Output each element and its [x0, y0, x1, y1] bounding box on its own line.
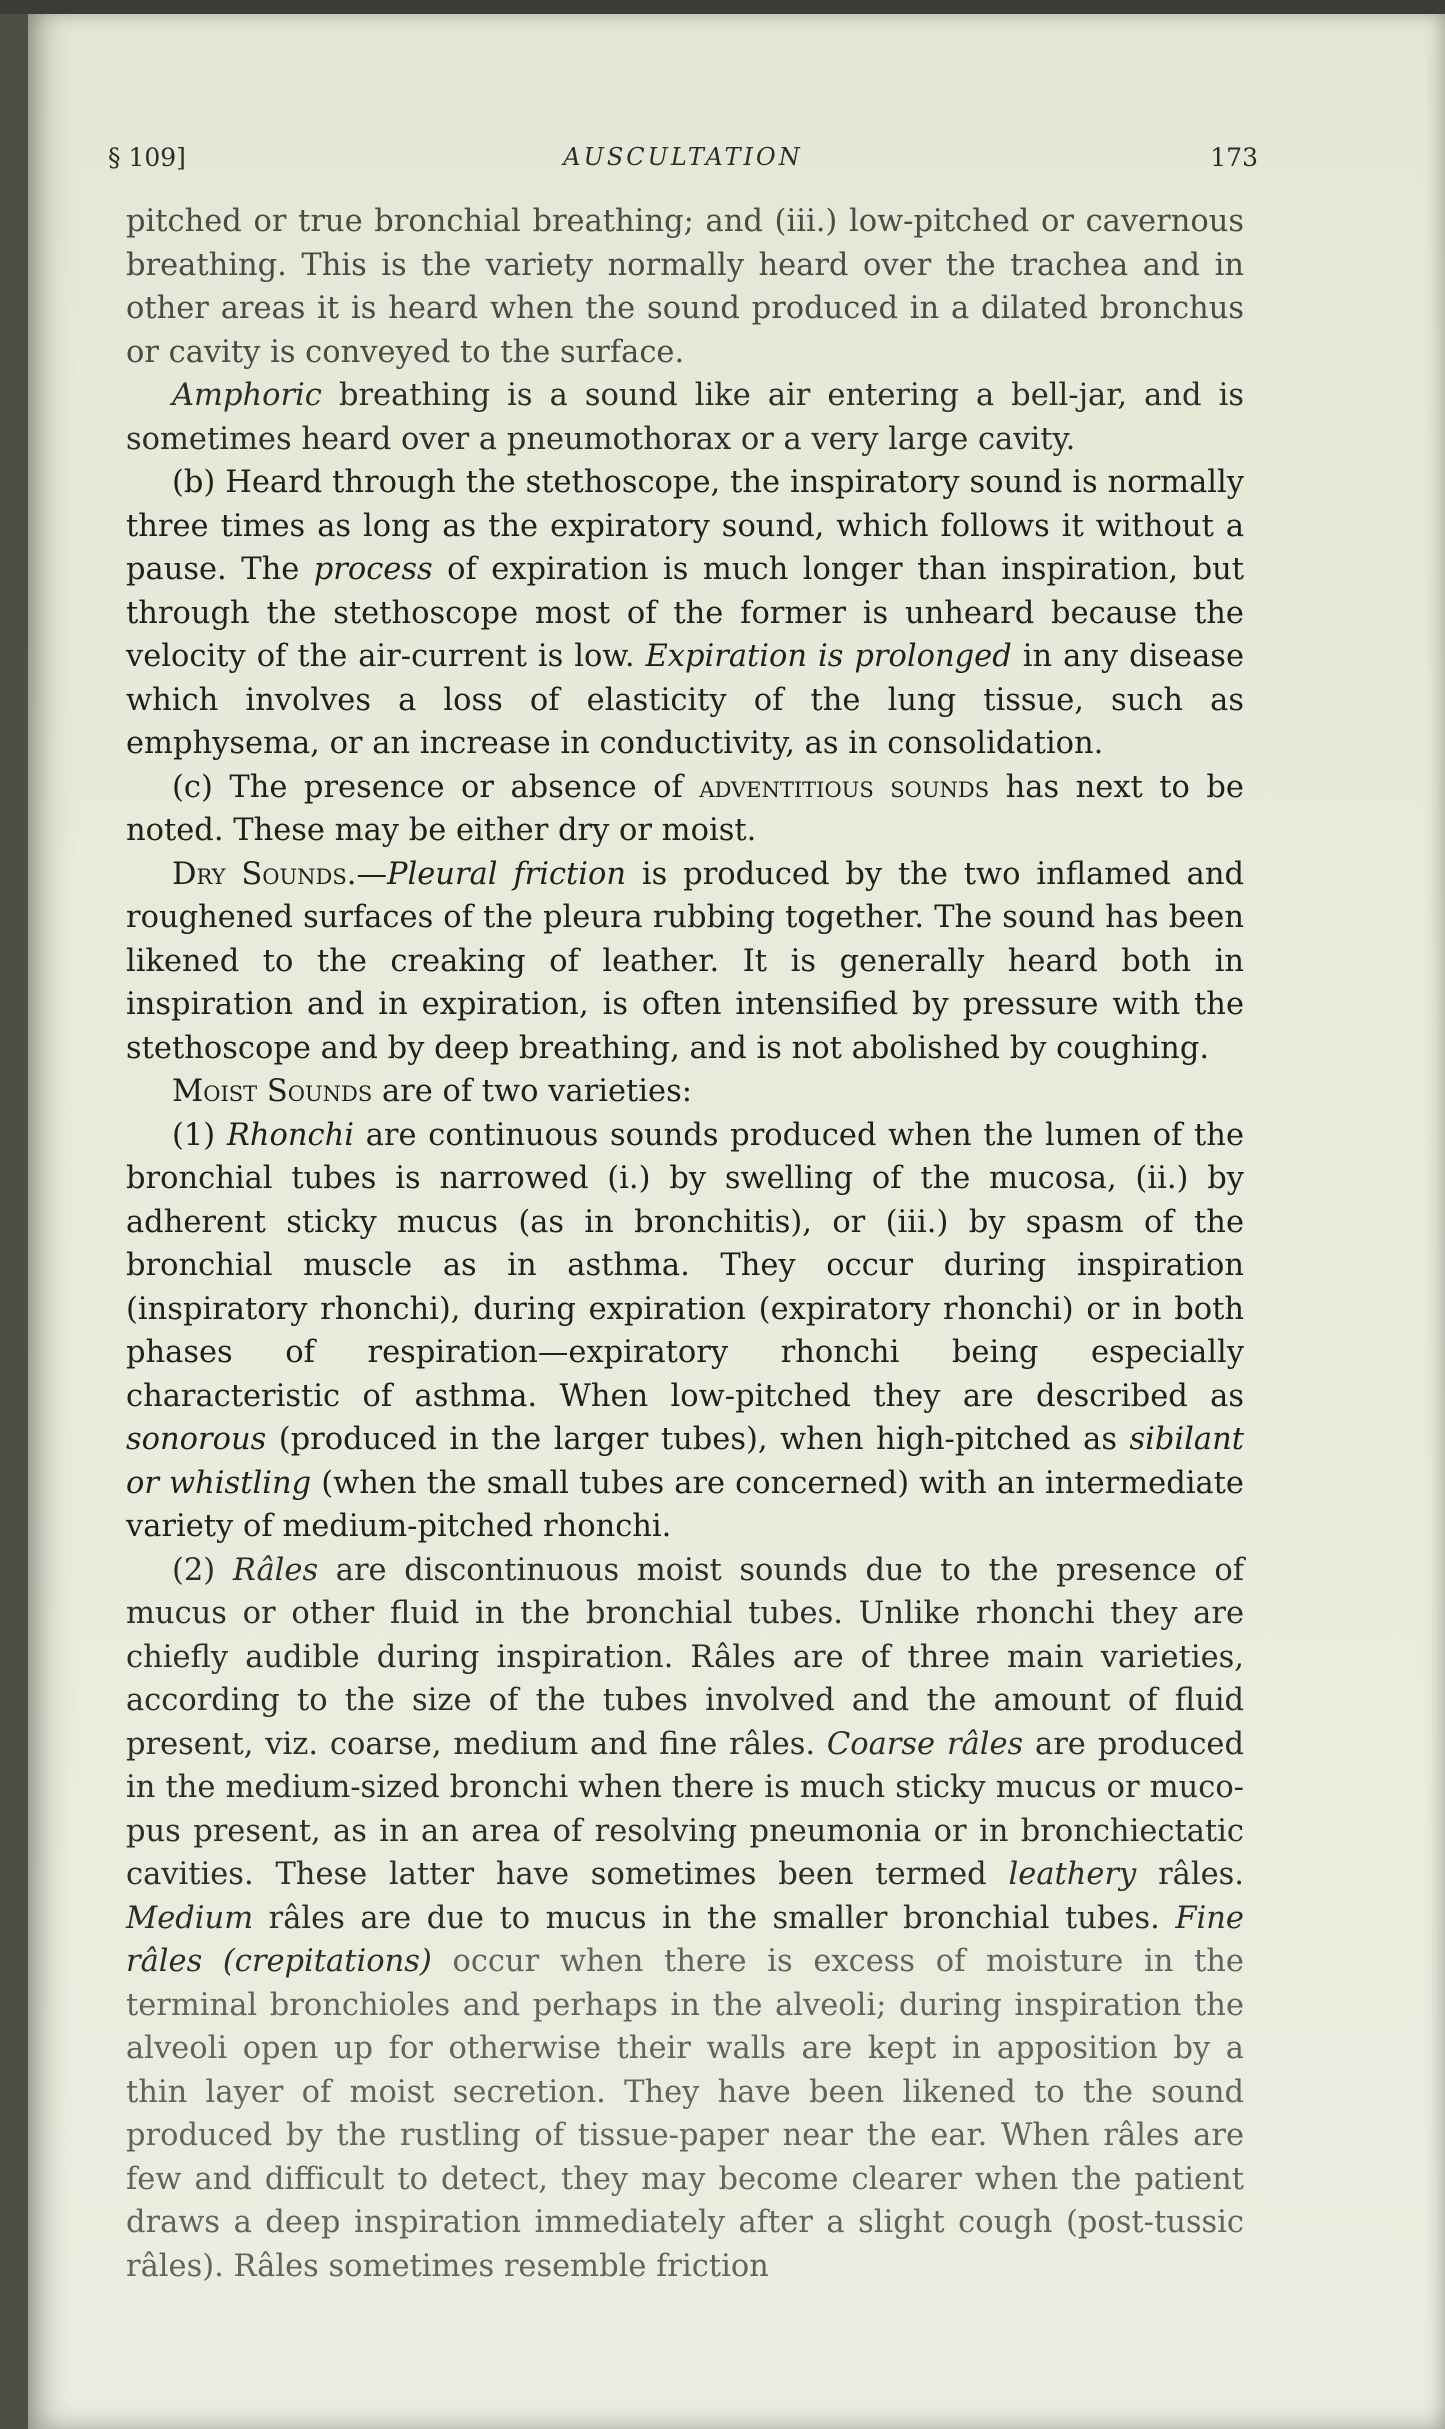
term-expiration-prolonged: Expiration is prolonged [645, 639, 1012, 674]
running-header [108, 143, 1258, 183]
heading-moist-sounds: Moist Sounds [172, 1074, 373, 1109]
paragraph-moist-sounds: Moist Sounds are of two varieties: [172, 1074, 693, 1109]
section-number: § 109] [108, 143, 186, 172]
page-number: 173 [1210, 143, 1258, 172]
term-adventitious-sounds: adventitious sounds [699, 769, 990, 805]
paragraph-rales: (2) Râles are discontinuous moist sounds due to the presence of mucus or other fluid in the bronchial tubes. Unlike rhonchi they are chiefly audible during inspiration. Râles are of three main varieties, according to the size of the tubes involved and the amount of fluid present, viz. coarse, medium and fine râles. Coarse râles are produced in the medium-sized bronchi when there is much sticky mucus or muco-pus present, as in an area of resolving pneumonia or in bronchiectatic cavities. These latter have sometimes been termed leathery râles. Medium râles are due to mucus in the smaller bronchial tubes. Fine râles (crepitations) occur when there is excess of moisture in the terminal bronchioles and perhaps in the alveoli; during inspiration the alveoli open up for otherwise their walls are kept in apposition by a thin layer of moist secretion. They have been likened to the sound produced by the rustling of tissue-paper near the ear. When râles are few and difficult to detect, they may become clearer when the patient draws a deep inspiration immediately after a slight cough (post-tussic râles). Râles sometimes resemble friction [126, 1552, 1244, 2284]
term-sonorous: sonorous [126, 1422, 267, 1457]
book-page [28, 0, 1445, 2429]
paragraph-breathing-types: pitched or true bronchial breathing; and (iii.) low-pitched or cavernous breathing. This is the variety normally heard over the trachea and in other areas it is heard when the sound produced in a dilated bronchus or cavity is conveyed to the surface. [126, 204, 1244, 370]
heading-dry-sounds: Dry Sounds [172, 856, 347, 892]
page-body [126, 200, 1244, 2288]
term-amphoric: Amphoric [172, 378, 322, 413]
term-pleural-friction: Pleural friction [386, 856, 627, 892]
term-leathery: leathery [1008, 1857, 1137, 1892]
term-rales: Râles [232, 1552, 319, 1588]
paragraph-stethoscope: (b) Heard through the stethoscope, the inspiratory sound is normally three times as long as the expiratory sound, which follows it without a pause. The process of expiration is much longer than inspiration, but through the stethoscope most of the former is unheard because the velocity of the air-current is low. Expiration is prolonged in any disease which involves a loss of elasticity of the lung tissue, such as emphysema, or an increase in conductivity, as in consolidation. [126, 465, 1244, 761]
paragraph-adventitious: (c) The presence or absence of adventitious sounds has next to be noted. These may be either dry or moist. [126, 769, 1244, 848]
term-process: process [313, 552, 433, 587]
paragraph-rhonchi: (1) Rhonchi are continuous sounds produced when the lumen of the bronchial tubes is narrowed (i.) by swelling of the mucosa, (ii.) by adherent sticky mucus (as in bronchitis), or (iii.) by spasm of the bronchial muscle as in asthma. They occur during inspiration (inspiratory rhonchi), during expiration (expiratory rhonchi) or in both phases of respiration—expiratory rhonchi being especially characteristic of asthma. When low-pitched they are described as sonorous (produced in the larger tubes), when high-pitched as sibilant or whistling (when the small tubes are concerned) with an intermediate variety of medium-pitched rhonchi. [126, 1117, 1245, 1544]
paragraph-amphoric: Amphoric breathing is a sound like air entering a bell-jar, and is sometimes heard over a pneumothorax or a very large cavity. [126, 378, 1244, 457]
running-title: AUSCULTATION [563, 143, 803, 171]
top-shadow-edge [0, 0, 1445, 14]
term-medium: Medium [126, 1900, 254, 1936]
paragraph-dry-sounds: Dry Sounds.—Pleural friction is produced by the two inflamed and roughened surfaces of the pleura rubbing together. The sound has been likened to the creaking of leather. It is generally heard both in inspiration and in expiration, is often intensified by pressure with the stethoscope and by deep breathing, and is not abolished by coughing. [126, 856, 1245, 1066]
term-sibilant: sibilant or whistling [126, 1422, 1244, 1501]
term-rhonchi: Rhonchi [226, 1117, 355, 1153]
term-fine-rales: Fine râles (crepitations) [126, 1900, 1244, 1979]
term-coarse-rales: Coarse râles [826, 1726, 1024, 1762]
